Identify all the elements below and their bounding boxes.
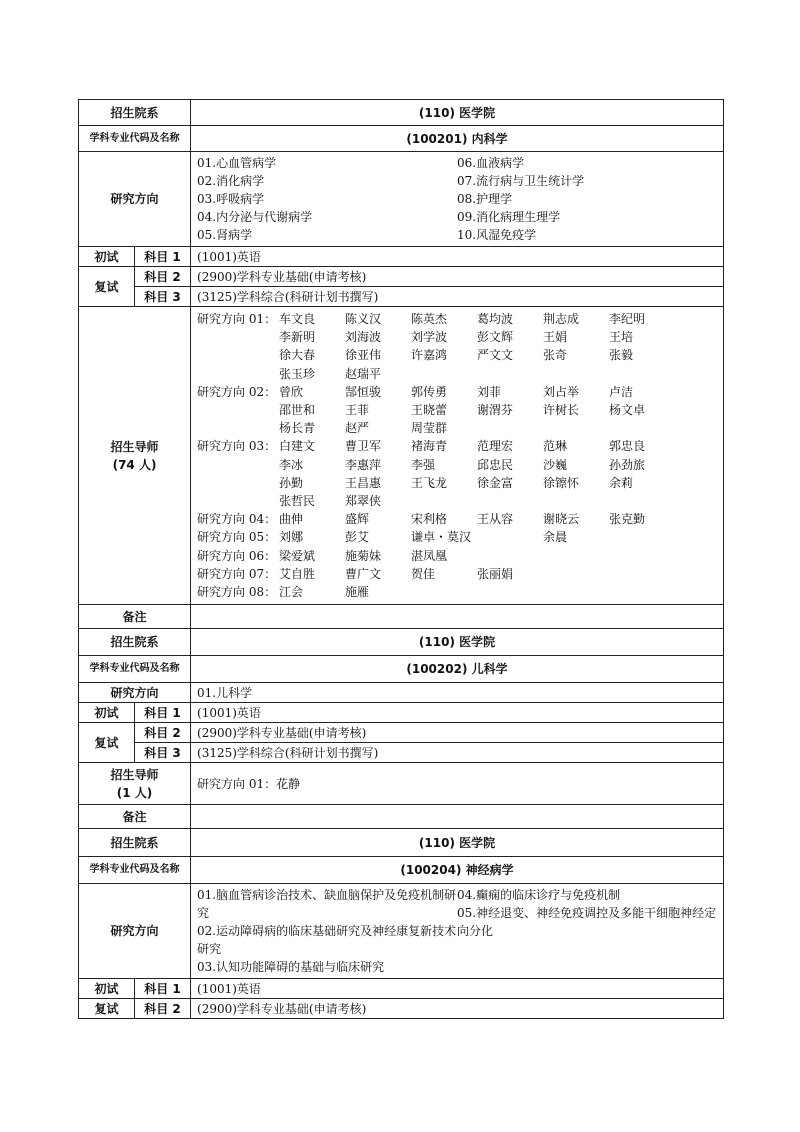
advisor-name: 李强	[411, 457, 436, 472]
advisor-direction-label	[197, 456, 279, 474]
advisor-name: 赵严	[345, 421, 370, 436]
advisor-name: 曲伸	[279, 512, 304, 527]
advisor-name: 沙巍	[543, 457, 568, 472]
advisor-name: 严文文	[477, 348, 514, 363]
advisor-name: 李纪明	[609, 312, 646, 326]
direction-item: 05.神经退变、神经免疫调控及多能干细胞神经定向分化	[457, 906, 717, 939]
advisor-name: 白建文	[279, 439, 316, 454]
advisor-name: 宋利格	[411, 512, 448, 527]
advisor-name: 许树长	[543, 403, 580, 418]
retest-label: 复试	[79, 999, 135, 1019]
advisor-name: 李惠萍	[345, 457, 382, 472]
direction-item: 06.血液病学	[457, 156, 525, 170]
advisor-name: 徐镲怀	[543, 475, 580, 490]
direction-item: 01.脑血管病诊治技术、缺血脑保护及免疫机制研究	[197, 888, 457, 921]
advisor-name: 张奇	[543, 348, 568, 363]
advisor-line	[197, 565, 717, 583]
direction-item: 02.运动障碍病的临床基础研究及神经康复新技术研究	[197, 924, 457, 957]
advisor-line	[197, 365, 717, 383]
prelim-subject: (1001)英语	[191, 979, 724, 999]
admissions-table	[78, 99, 724, 1019]
subject1-label: 科目 1	[135, 979, 191, 999]
advisor-direction-label: 研究方向 02：	[197, 384, 277, 399]
advisor-name: 卢洁	[609, 384, 634, 399]
advisor-name: 范理宏	[477, 439, 514, 454]
advisor-name: 杨文卓	[609, 403, 646, 418]
direction-list	[191, 884, 724, 979]
advisor-name: 刘学波	[411, 330, 448, 345]
major-label: 学科专业代码及名称	[79, 126, 191, 152]
advisors-label	[79, 307, 191, 605]
advisor-line	[197, 583, 717, 601]
advisor-name: 郑翠侠	[345, 494, 382, 509]
dept-value: (110) 医学院	[191, 629, 724, 656]
advisor-name: 赵瑞平	[345, 366, 382, 381]
direction-label: 研究方向	[79, 152, 191, 247]
prelim-label: 初试	[79, 979, 135, 999]
advisor-direction-label: 研究方向 03：	[197, 439, 277, 454]
advisor-name: 王飞龙	[411, 475, 448, 490]
direction-item: 03.呼吸病学	[197, 192, 265, 206]
advisor-name: 刘占举	[543, 384, 580, 399]
prelim-label: 初试	[79, 247, 135, 267]
advisor-line	[197, 456, 717, 474]
advisor-name: 孙勤	[279, 475, 304, 490]
advisor-direction-label	[197, 365, 279, 383]
advisor-direction-label	[197, 328, 279, 346]
advisor-name: 艾自胜	[279, 566, 316, 581]
subject3-label: 科目 3	[135, 743, 191, 763]
prelim-label: 初试	[79, 703, 135, 723]
advisor-line	[197, 328, 717, 346]
notes-label: 备注	[79, 605, 191, 629]
advisor-direction-label	[197, 346, 279, 364]
advisor-direction-label	[197, 474, 279, 492]
advisors-count: (74 人)	[112, 457, 157, 472]
major-value: (100202) 儿科学	[191, 656, 724, 683]
retest-subject3: (3125)学科综合(科研计划书撰写)	[191, 287, 724, 307]
advisor-name: 贺佳	[411, 566, 436, 581]
advisor-name: 车文良	[279, 312, 316, 326]
advisor-name: 曾欣	[279, 384, 304, 399]
subject2-label: 科目 2	[135, 723, 191, 743]
direction-item: 07.流行病与卫生统计学	[457, 174, 585, 188]
advisor-name: 张克勤	[609, 512, 646, 527]
major-value: (100201) 内科学	[191, 126, 724, 152]
advisor-line	[197, 437, 717, 455]
advisors-title: 招生导师	[110, 767, 159, 782]
dept-label: 招生院系	[79, 100, 191, 126]
direction-item: 01.心血管病学	[197, 156, 277, 170]
advisor-name: 曹广文	[345, 566, 382, 581]
advisor-name: 邱忠民	[477, 457, 514, 472]
advisor-name: 张毅	[609, 348, 634, 363]
advisor-name: 江会	[279, 585, 304, 600]
advisor-name: 陈英杰	[411, 312, 448, 326]
advisor-name: 王昌惠	[345, 475, 382, 490]
advisor-name: 周莹群	[411, 421, 448, 436]
advisor-name: 谢渭芬	[477, 403, 514, 418]
advisor-name: 郭忠良	[609, 439, 646, 454]
advisor-name: 褚海青	[411, 439, 448, 454]
advisor-name: 张丽娟	[477, 566, 514, 581]
advisor-line	[197, 547, 717, 565]
advisor-name: 余晨	[543, 530, 568, 545]
advisor-line	[197, 510, 717, 528]
advisor-name: 李新明	[279, 330, 316, 345]
advisor-name: 施菊妹	[345, 548, 382, 563]
advisor-line	[197, 310, 717, 328]
advisor-list	[191, 307, 724, 605]
advisor-direction-label: 研究方向 01：	[197, 312, 277, 326]
direction-list	[191, 152, 724, 247]
dept-value: (110) 医学院	[191, 100, 724, 126]
advisor-name: 谦卓・莫汉	[411, 530, 472, 545]
advisor-name	[477, 528, 543, 546]
prelim-subject: (1001)英语	[191, 247, 724, 267]
major-value: (100204) 神经病学	[191, 857, 724, 884]
retest-subject2: (2900)学科专业基础(申请考核)	[191, 267, 724, 287]
advisor-name: 湛凤凰	[411, 548, 448, 563]
advisor-name: 刘娜	[279, 530, 304, 545]
advisor-name: 曹卫军	[345, 439, 382, 454]
prelim-subject: (1001)英语	[191, 703, 724, 723]
advisor-name: 李冰	[279, 457, 304, 472]
advisor-name: 王菲	[345, 403, 370, 418]
advisor-name: 刘菲	[477, 384, 502, 399]
dept-value: (110) 医学院	[191, 829, 724, 857]
direction-label: 研究方向	[79, 884, 191, 979]
notes-label: 备注	[79, 805, 191, 829]
advisor-name: 王娟	[543, 330, 568, 345]
advisor-direction-label: 研究方向 06：	[197, 548, 277, 563]
advisor-line	[197, 528, 717, 546]
advisor-name: 王从容	[477, 512, 514, 527]
advisors-label	[79, 763, 191, 805]
advisor-name: 张玉珍	[279, 366, 316, 381]
subject1-label: 科目 1	[135, 703, 191, 723]
direction-item: 02.消化病学	[197, 174, 265, 188]
retest-label: 复试	[79, 723, 135, 763]
direction-item: 09.消化病理生理学	[457, 210, 561, 224]
advisor-name: 葛均波	[477, 312, 514, 326]
advisors-count: (1 人)	[116, 785, 153, 800]
advisor-name: 郜恒骏	[345, 384, 382, 399]
notes-value	[191, 605, 724, 629]
direction-item: 04.癫痫的临床诊疗与免疫机制	[457, 888, 621, 903]
advisor-name: 郭传勇	[411, 384, 448, 399]
retest-subject2: (2900)学科专业基础(申请考核)	[191, 999, 724, 1019]
advisor-direction-label: 研究方向 04：	[197, 512, 277, 527]
subject2-label: 科目 2	[135, 267, 191, 287]
retest-label: 复试	[79, 267, 135, 307]
direction-item: 08.护理学	[457, 192, 513, 206]
advisor-name: 彭文辉	[477, 330, 514, 345]
advisor-name: 徐金富	[477, 475, 514, 490]
advisor-name: 梁爱斌	[279, 548, 316, 563]
advisor-line	[197, 346, 717, 364]
advisor-line	[197, 492, 717, 510]
advisor-direction-label: 研究方向 08：	[197, 585, 277, 600]
notes-value	[191, 805, 724, 829]
advisors-title: 招生导师	[110, 439, 159, 454]
advisor-direction-label	[197, 492, 279, 510]
advisor-name: 施雁	[345, 585, 370, 600]
advisor-name: 王培	[609, 330, 634, 345]
advisor-name: 范琳	[543, 439, 568, 454]
retest-subject2: (2900)学科专业基础(申请考核)	[191, 723, 724, 743]
subject2-label: 科目 2	[135, 999, 191, 1019]
advisor-name: 王晓蕾	[411, 403, 448, 418]
advisor-direction-label: 研究方向 07：	[197, 566, 277, 581]
advisor-name: 邵世和	[279, 403, 316, 418]
advisor-line	[197, 383, 717, 401]
advisor-name: 刘海波	[345, 330, 382, 345]
major-label: 学科专业代码及名称	[79, 656, 191, 683]
direction-item: 04.内分泌与代谢病学	[197, 210, 313, 224]
advisor-name: 张哲民	[279, 494, 316, 509]
advisor-name: 盛辉	[345, 512, 370, 527]
major-label: 学科专业代码及名称	[79, 857, 191, 884]
advisor-line	[197, 401, 717, 419]
direction-item: 01.儿科学	[191, 683, 724, 703]
advisor-name: 谢晓云	[543, 512, 580, 527]
advisor-direction-label	[197, 401, 279, 419]
advisor-name: 陈义汉	[345, 312, 382, 326]
dept-label: 招生院系	[79, 829, 191, 857]
subject3-label: 科目 3	[135, 287, 191, 307]
advisor-line	[197, 419, 717, 437]
subject1-label: 科目 1	[135, 247, 191, 267]
retest-subject3: (3125)学科综合(科研计划书撰写)	[191, 743, 724, 763]
advisor-name: 荆志成	[543, 312, 580, 326]
direction-item: 10.风湿免疫学	[457, 228, 537, 242]
direction-item: 03.认知功能障碍的基础与临床研究	[197, 960, 385, 975]
advisor-name: 余莉	[609, 475, 634, 490]
advisor-name: 徐大春	[279, 348, 316, 363]
advisor-line: 研究方向 01：花静	[191, 763, 724, 805]
advisor-name: 孙劲旅	[609, 457, 646, 472]
dept-label: 招生院系	[79, 629, 191, 656]
advisor-name: 许嘉鸿	[411, 348, 448, 363]
direction-label: 研究方向	[79, 683, 191, 703]
advisor-line	[197, 474, 717, 492]
advisor-name: 徐亚伟	[345, 348, 382, 363]
advisor-name: 彭艾	[345, 530, 370, 545]
advisor-direction-label	[197, 419, 279, 437]
advisor-name: 杨长青	[279, 421, 316, 436]
direction-item: 05.肾病学	[197, 228, 253, 242]
advisor-direction-label: 研究方向 05：	[197, 530, 277, 545]
